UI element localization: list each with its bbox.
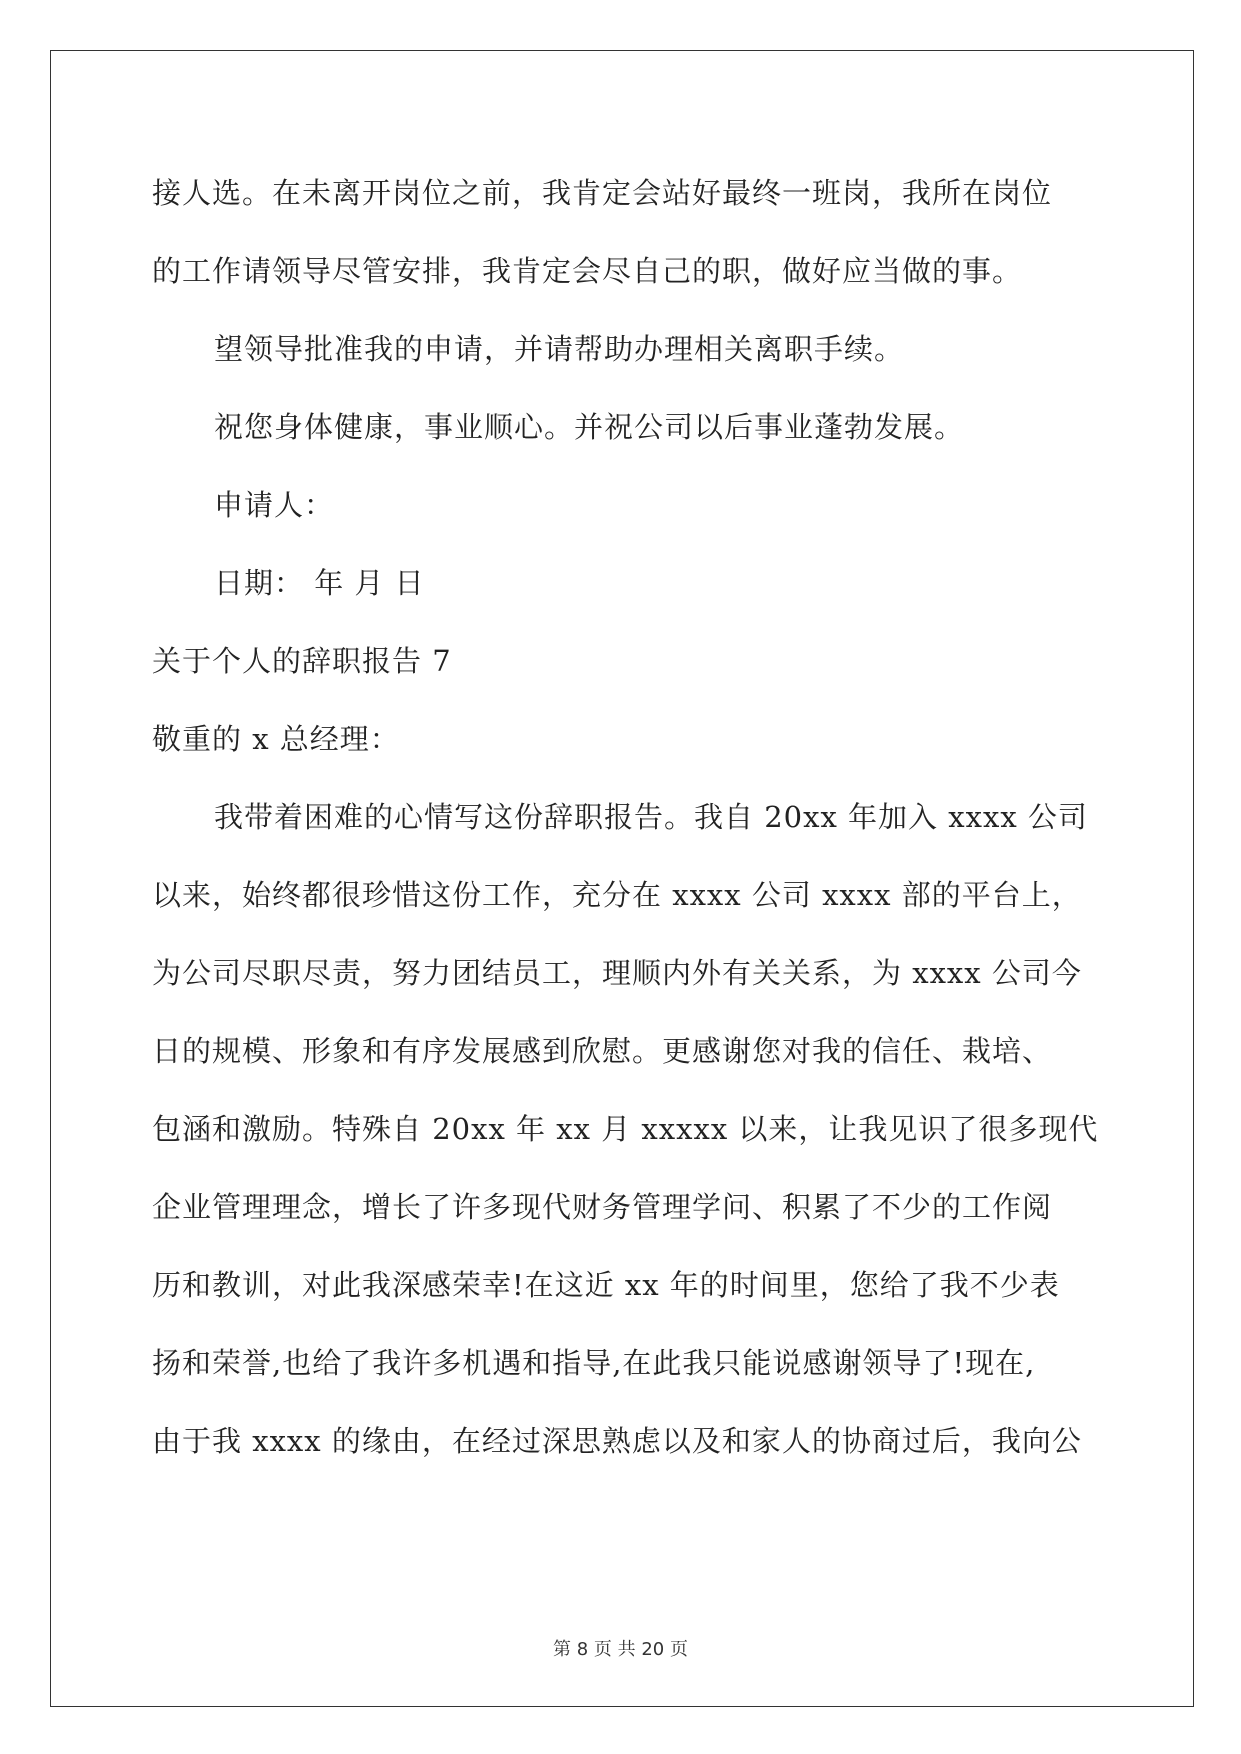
text-line: 企业管理理念，增长了许多现代财务管理学问、积累了不少的工作阅 bbox=[152, 1190, 1053, 1224]
salutation: 敬重的 x 总经理： bbox=[152, 722, 400, 756]
text-line: 扬和荣誉,也给了我许多机遇和指导,在此我只能说感谢领导了!现在, bbox=[152, 1346, 1036, 1380]
text-line: 由于我 xxxx 的缘由，在经过深思熟虑以及和家人的协商过后，我向公 bbox=[152, 1424, 1082, 1458]
text-line: 望领导批准我的申请，并请帮助办理相关离职手续。 bbox=[214, 332, 905, 366]
document-body bbox=[152, 168, 1097, 1494]
text-line: 历和教训，对此我深感荣幸!在这近 xx 年的时间里，您给了我不少表 bbox=[152, 1268, 1060, 1302]
text-line: 我带着困难的心情写这份辞职报告。我自 20xx 年加入 xxxx 公司 bbox=[214, 800, 1088, 834]
text-line: 包涵和激励。特殊自 20xx 年 xx 月 xxxxx 以来，让我见识了很多现代 bbox=[152, 1112, 1099, 1146]
text-line: 祝您身体健康，事业顺心。并祝公司以后事业蓬勃发展。 bbox=[214, 410, 965, 444]
date-label: 日期： 年 月 日 bbox=[214, 566, 425, 600]
text-line: 为公司尽职尽责，努力团结员工，理顺内外有关关系，为 xxxx 公司今 bbox=[152, 956, 1082, 990]
text-line: 以来，始终都很珍惜这份工作，充分在 xxxx 公司 xxxx 部的平台上， bbox=[152, 878, 1082, 912]
page-number: 第 8 页 共 20 页 bbox=[553, 1639, 688, 1660]
text-line: 接人选。在未离开岗位之前，我肯定会站好最终一班岗，我所在岗位 bbox=[152, 176, 1053, 210]
text-line: 的工作请领导尽管安排，我肯定会尽自己的职，做好应当做的事。 bbox=[152, 254, 1023, 288]
signature-label: 申请人： bbox=[214, 488, 335, 522]
text-line: 日的规模、形象和有序发展感到欣慰。更感谢您对我的信任、栽培、 bbox=[152, 1034, 1053, 1068]
section-heading: 关于个人的辞职报告 7 bbox=[152, 644, 452, 678]
